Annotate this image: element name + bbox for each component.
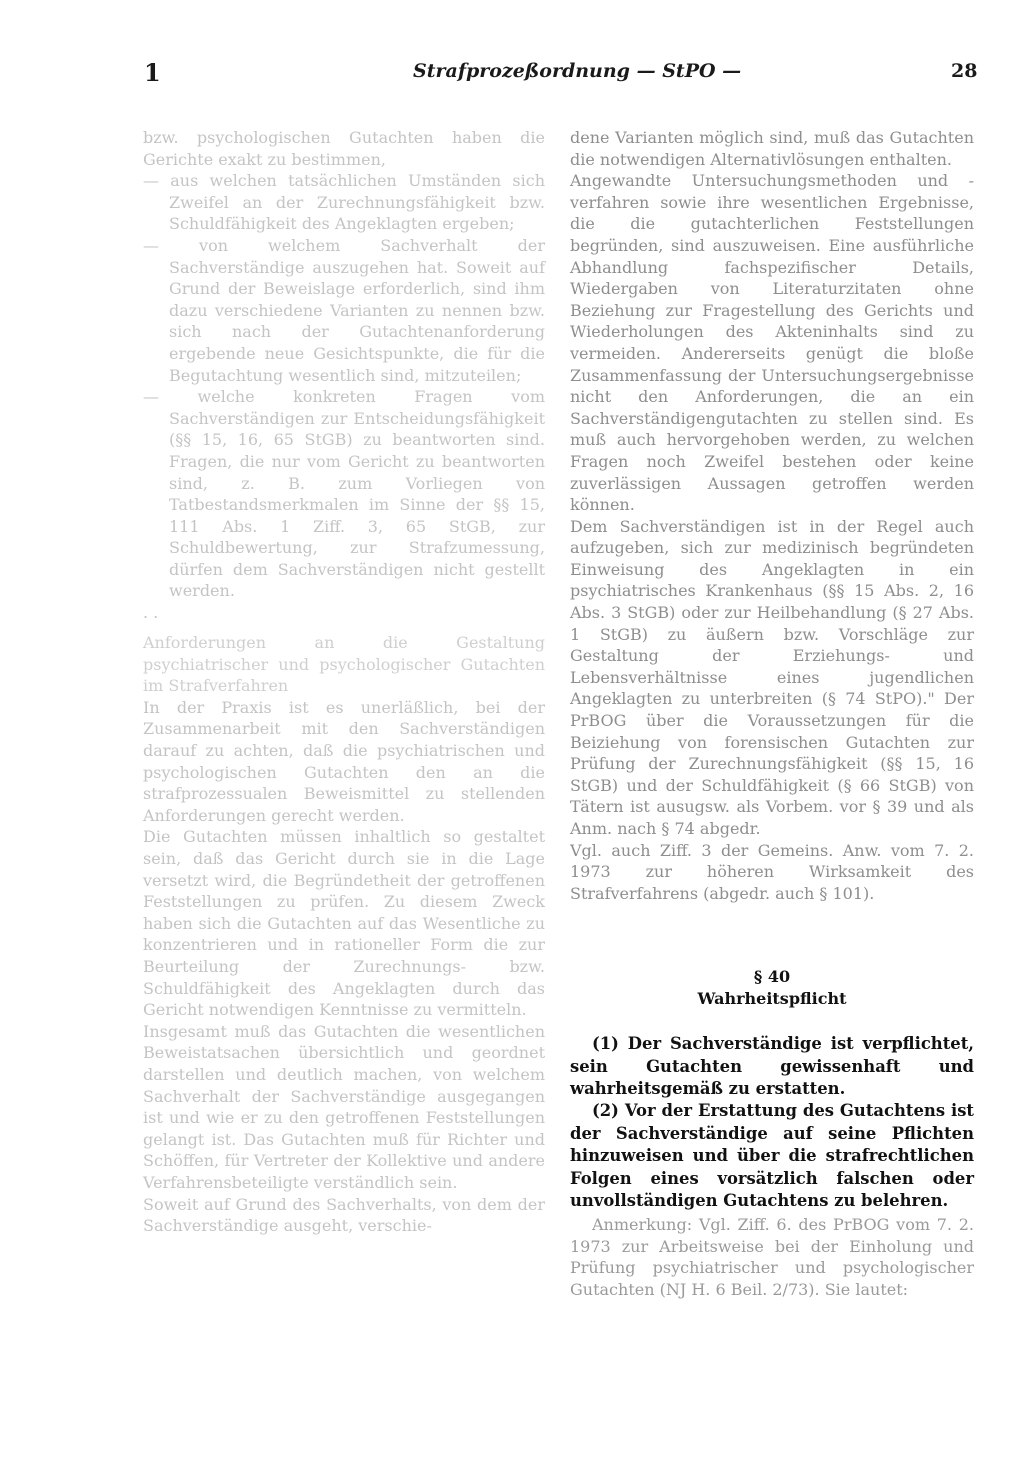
right-paragraph: Vgl. auch Ziff. 3 der Gemeins. Anw. vom 7. 2. 1973 zur höheren Wirksamkeit des Strafverfahrens (abgedr. auch § 101). [570, 840, 974, 903]
right-paragraph: Angewandte Untersuchungsmethoden und -verfahren sowie ihre wesentlichen Ergebnisse, die die gutachterlichen Feststellungen begründen, sind auszuweisen. Eine ausführliche Abhandlung fachspezifischer Details, Wiedergaben von Literaturzitaten ohne Beziehung zur Fragestellung des Gerichts und Wiederholungen des Akteninhalts sind zu vermeiden. Andererseits genügt die bloße Zusammenfassung der Untersuchungsergebnisse nicht den Anforderungen, die an ein Sachverständigengutachten zu stellen sind. Es muß auch hervorgehoben werden, zu welchen Fragen noch Zweifel bestehen oder keine zuverlässigen Aussagen getroffen werden können. [570, 171, 974, 515]
right-column [570, 127, 974, 904]
right-paragraph: Dem Sachverständigen ist in der Regel auch aufzugeben, sich zur medizinisch begründeten Einweisung des Angeklagten in ein psychiatrisches Krankenhaus (§§ 15 Abs. 2, 16 Abs. 3 StGB) oder zur Heilbehandlung (§ 27 Abs. 1 StGB) zu äußern bzw. Vorschläge zur Gestaltung der Erziehungs- und Lebensverhältnisse eines jugendlichen Angeklagten zu unterbreiten (§ 74 StPO)." Der PrBOG über die Voraussetzungen für die Beiziehung von forensischen Gutachten zur Prüfung der Zurechnungsfähigkeit (§§ 15, 16 StGB) und der Schuldfähigkeit (§ 66 StGB) von Tätern ist ausugsw. als Vorbem. vor § 39 und als Anm. nach § 74 abgedr. [570, 516, 974, 838]
annotation-note: Anmerkung: Vgl. Ziff. 6. des PrBOG vom 7. 2. 1973 zur Arbeitsweise bei der Einholung und Prüfung psychiatrischer und psychologischer Gutachten (NJ H. 6 Beil. 2/73). Sie lautet: [570, 1215, 974, 1299]
left-paragraph: Insgesamt muß das Gutachten die wesentlichen Beweistatsachen übersichtlich und geordnet darstellen und deutlich machen, von welchem Sachverhalt der Sachverständige ausgegangen ist und wie er zu den getroffenen Feststellungen gelangt ist. Das Gutachten muß für Richter und Schöffen, für Vertreter der Kollektive und andere Verfahrensbeteiligte verständlich sein. [143, 1021, 545, 1192]
list-item: — aus welchen tatsächlichen Umständen sich Zweifel an der Zurechnungsfähigkeit bzw. Schuldfähigkeit des Angeklagten ergeben; [143, 171, 545, 234]
section-number: § 40 [753, 967, 791, 986]
running-title: Strafprozeßordnung — StPO — [413, 60, 742, 82]
chapter-number: 1 [144, 58, 161, 87]
left-paragraph: Soweit auf Grund des Sachverhalts, von dem der Sachverständige ausgeht, verschie- [143, 1194, 545, 1236]
right-paragraph: dene Varianten möglich sind, muß das Gutachten die notwendigen Alternativlösungen enthalten. [570, 128, 974, 169]
list-item: — welche konkreten Fragen vom Sachverständigen zur Entscheidungsfähigkeit (§§ 15, 16, 65 StGB) zu beantworten sind. Fragen, die nur vom Gericht zu beantworten sind, z. B. zum Vorliegen von Tatbestandsmerkmalen im Sinne der §§ 15, 111 Abs. 1 Ziff. 3, 65 StGB, zur Schuldbewertung, zur Strafzumessung, dürfen dem Sachverständigen nicht gestellt werden. [143, 387, 545, 601]
section-title: Wahrheitspflicht [697, 988, 847, 1008]
left-column [143, 127, 545, 1237]
list-item: — von welchem Sachverhalt der Sachverständige auszugehen hat. Soweit auf Grund der Beweislage erforderlich, sind ihm dazu verschiedene Varianten zu nennen bzw. sich nach der Gutachtenanforderung ergebende neue Gesichtspunkte, die für die Begutachtung wesentlich sind, mitzuteilen; [143, 235, 545, 385]
left-intro: bzw. psychologischen Gutachten haben die Gerichte exakt zu bestimmen, [143, 128, 545, 169]
omission-dots: . . [143, 603, 159, 623]
section-40 [570, 966, 974, 1212]
section-paragraph: (1) Der Sachverständige ist verpflichtet, sein Gutachten gewissenhaft und wahrheitsgemäß zu erstatten. [570, 1034, 974, 1098]
left-paragraph: Die Gutachten müssen inhaltlich so gestaltet sein, daß das Gericht durch sie in die Lage versetzt wird, die Begründetheit der getroffenen Feststellungen zu prüfen. Zu diesem Zweck haben sich die Gutachten auf das Wesentliche zu konzentrieren und in rationeller Form die zur Beurteilung der Zurechnungs- bzw. Schuldfähigkeit des Angeklagten durch das Gericht notwendigen Kenntnisse zu vermitteln. [143, 827, 545, 1020]
section-paragraph: (2) Vor der Erstattung des Gutachtens ist der Sachverständige auf seine Pflichten hinzuweisen und über die strafrechtlichen Folgen eines vorsätzlich falschen oder unvollständigen Gutachtens zu belehren. [570, 1101, 974, 1211]
page-number: 28 [951, 60, 978, 82]
left-subheading: Anforderungen an die Gestaltung psychiatrischer und psychologischer Gutachten im Strafverfahren [143, 633, 545, 696]
left-paragraph: In der Praxis ist es unerläßlich, bei der Zusammenarbeit mit den Sachverständigen darauf zu achten, daß die psychiatrischen und psychologischen Gutachten den an die strafprozessualen Beweismittel zu stellenden Anforderungen gerecht werden. [143, 697, 545, 825]
